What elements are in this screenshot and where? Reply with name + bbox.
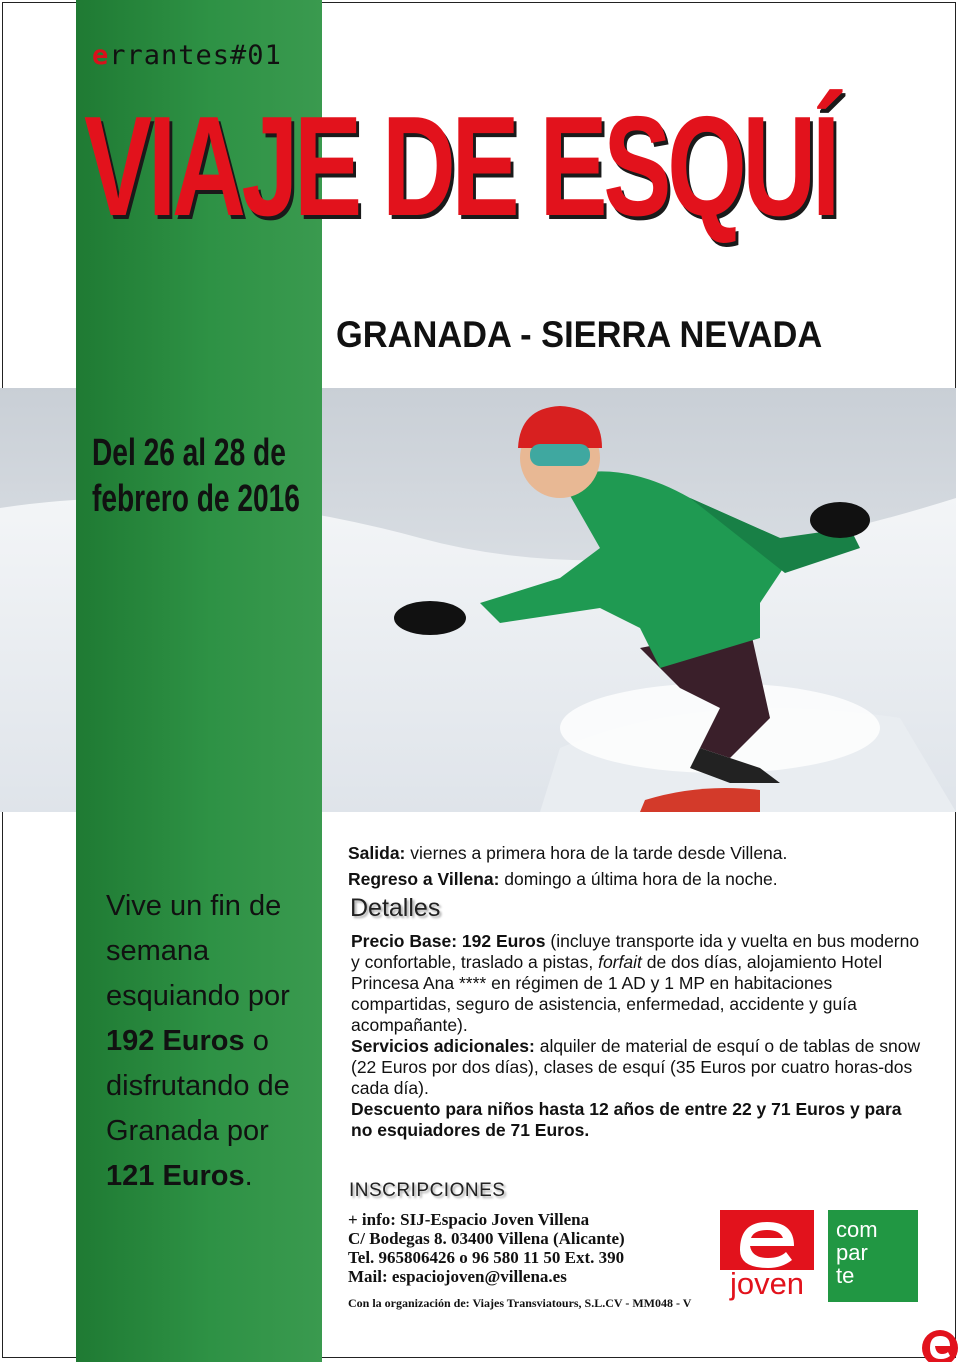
subtitle: GRANADA - SIERRA NEVADA <box>336 314 823 355</box>
promo-line: disfrutando de <box>106 1070 290 1102</box>
salida-label: Salida: <box>348 843 406 863</box>
dates-line1: Del 26 al 28 de <box>92 432 286 474</box>
precio-text: (incluye transporte ida y vuelta en bus moderno y confortable, traslado a pistas, <box>351 931 920 972</box>
trip-info <box>348 840 928 1141</box>
contact-block <box>348 1210 625 1286</box>
regreso-label: Regreso a Villena: <box>348 869 500 889</box>
promo-price-city: 121 Euros <box>106 1160 245 1192</box>
regreso-text: domingo a última hora de la noche. <box>499 869 778 889</box>
salida-line <box>348 840 928 866</box>
precio-label: Precio Base: 192 Euros <box>351 931 546 951</box>
joven-word: joven <box>729 1266 805 1301</box>
promo-line <box>106 1019 336 1064</box>
promo-line: semana <box>106 935 210 967</box>
regreso-line <box>348 866 928 892</box>
main-title: VIAJE DE ESQUÍ <box>84 87 837 246</box>
promo-text <box>106 884 336 1199</box>
inscripciones-heading: INSCRIPCIONES <box>349 1180 506 1201</box>
promo-text-fragment: . <box>244 1160 253 1192</box>
corner-e-icon <box>918 1326 958 1362</box>
comparte-line: te <box>836 1263 855 1288</box>
contact-address: C/ Bodegas 8. 03400 Villena (Alicante) <box>348 1229 625 1248</box>
contact-email: Mail: espaciojoven@villena.es <box>348 1267 567 1286</box>
servicios-label: Servicios adicionales: <box>351 1036 535 1056</box>
trip-dates <box>92 430 300 522</box>
details-heading: Detalles <box>350 894 441 922</box>
descuento-text: Descuento para niños hasta 12 años de entre 22 y 71 Euros y para no esquiadores de 71 Euros. <box>351 1099 902 1140</box>
promo-line <box>106 1154 336 1199</box>
promo-price-ski: 192 Euros <box>106 1025 245 1057</box>
promo-line: esquiando por <box>106 980 290 1012</box>
comparte-line: par <box>836 1240 868 1265</box>
precio-text: de dos días, alojamiento Hotel Princesa Ana **** en régimen de 1 AD y 1 MP en habitaciones compartidas, seguro de asistencia, enfermedad, accidente y guía acompañante). <box>351 952 883 1035</box>
series-tag-letter: e <box>92 40 110 71</box>
salida-text: viernes a primera hora de la tarde desde Villena. <box>405 843 788 863</box>
organizer-line: Con la organización de: Viajes Transviatours, S.L.CV - MM048 - V <box>348 1296 692 1310</box>
dates-line2: febrero de 2016 <box>92 478 300 520</box>
e-logo-icon <box>720 1210 814 1270</box>
comparte-line: com <box>836 1217 878 1242</box>
precio-italic: forfait <box>598 952 642 972</box>
promo-line: Vive un fin de <box>106 890 282 922</box>
promo-text-fragment: o <box>244 1025 269 1057</box>
contact-phone: Tel. 965806426 o 96 580 11 50 Ext. 390 <box>348 1248 625 1267</box>
details-body <box>351 931 921 1141</box>
promo-line: Granada por <box>106 1115 269 1147</box>
comparte-logo <box>828 1210 918 1302</box>
servicios-text: alquiler de material de esquí o de tablas de snow (22 Euros por dos días), clases de esquí (35 Euros por cuatro horas-dos cada día). <box>351 1036 921 1098</box>
contact-info: + info: SIJ-Espacio Joven Villena <box>348 1210 590 1229</box>
e-joven-logo <box>720 1210 814 1304</box>
series-tag <box>92 40 282 71</box>
series-tag-rest: rrantes#01 <box>109 40 282 71</box>
